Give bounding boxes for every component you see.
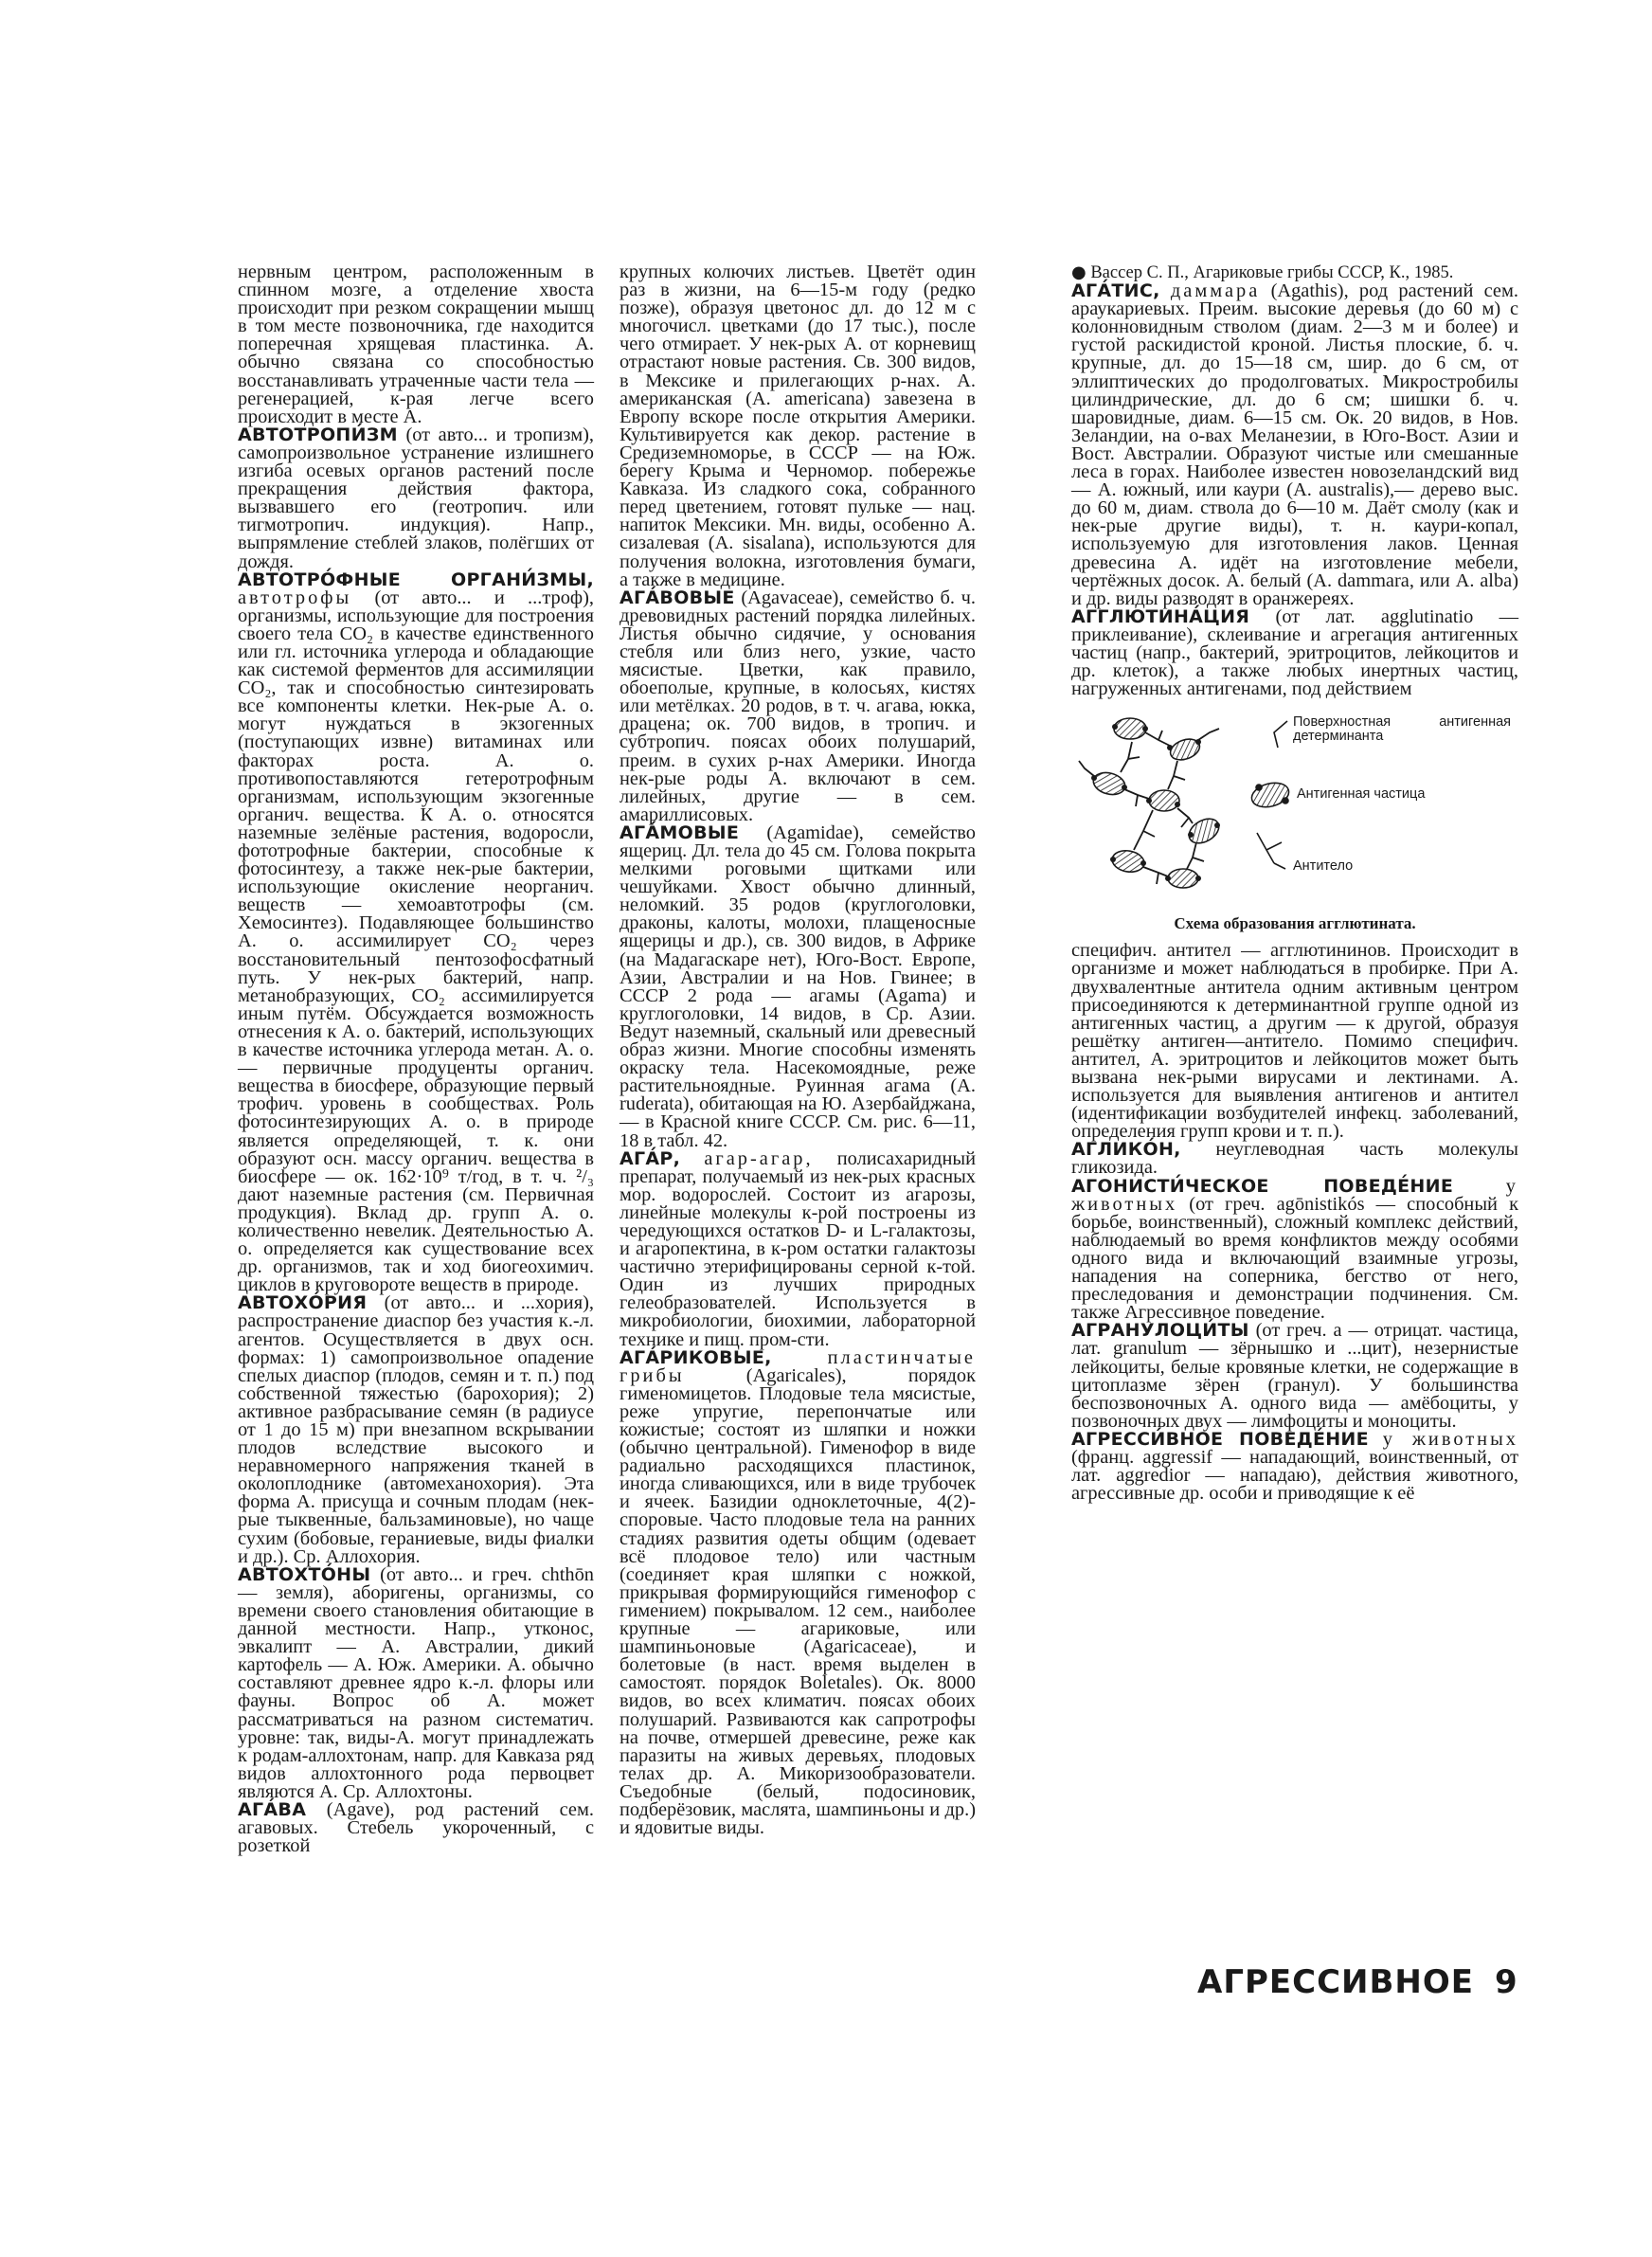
entry-body: (Agaricales), порядок гименомицетов. Плодовые тела мясистые, реже упругие, перепончатые или кожистые; состоят из шляпки и ножки (обычно центральной). Гименофор в виде радиально расходящихся пластинок, иногда сливающихся, или в виде трубочек и ячеек. Базидии одноклеточные, 4(2)-споровые. Часто плодовые тела на ранних стадиях развития одеты общим (одевает всё плодовое тело) или частным (соединяет края шляпки с ножкой, прикрывая формирующийся гименофор с гимением) покрывалом. 12 сем., наиболее крупные — агариковые, или шампиньоновые (Agaricaceae), и болетовые (в наст. время выделен в самостоят. порядок Boletales). Ок. 8000 видов, во всех климатич. поясах обоих полушарий. Развиваются как сапротрофы на почве, отмершей древесине, реже как паразиты на живых деревьях, плодовых телах др. А. Микоризообразователи. Съедобные (белый, подосиновик, подберёзовик, маслята, шампиньоны и др.) и ядовитые виды. — [620, 1364, 976, 1839]
spaced-synonym: у животных — [1071, 1175, 1518, 1215]
column-3 — [1071, 263, 1518, 1503]
antigen-particle — [1114, 718, 1146, 739]
legend-antigen-particle — [1249, 779, 1292, 811]
spaced-synonym: пластинчатые грибы — [620, 1346, 976, 1386]
entry-body: (франц. aggressif — нападающий, воинственный, от лат. aggredior — нападаю), действия животного, агрессивные др. особи и приводящие к её — [1071, 1446, 1518, 1505]
column-1 — [238, 263, 594, 1855]
antibody — [1145, 731, 1170, 746]
entry-body: (от авто... и греч. chthōn — земля), аборигены, организмы, со времени своего становления обитающие в данной местности. Напр., утконос, эвкалипт — А. Австралии, дикий картофель — А. Юж. Америки. А. обычно составляют древнее ядро к.-л. флоры или фауны. Вопрос об А. может рассматриваться на разном систематич. уровне: так, виды-А. могут принадлежать к родам-аллохтонам, напр. для Кавказа ряд видов аллохтонного рода первоцвет являются А. Ср. Аллохтоны. — [238, 1563, 594, 1802]
entry-avtotropizm — [238, 426, 594, 571]
antigen-particle — [1168, 869, 1198, 888]
headword: АГГЛЮТИНА́ЦИЯ — [1071, 605, 1250, 627]
entry-body: (от авто... и ...хория), распространение диаспор без участия к.-л. агентов. Осуществляется в двух осн. формах: 1) самопроизвольное опадение спелых диаспор (плодов, семян и т. п.) под собственной тяжестью (барохория); 2) активное разбрасывание семян (в радиусе от 1 до 15 м) при внезапном вскрывании плодов вследствие высокого и неравномерного напряжения тканей в околоплоднике (автомеханохория). Эта форма А. присуща и сочным плодам (нек-рые тыквенные, бальзаминовые), но чаще сухим (бобовые, гераниевые, виды фиалки и др.). Ср. Аллохория. — [238, 1292, 594, 1567]
column-2 — [620, 263, 976, 1837]
entry-body: (Agamidae), семейство ящериц. Дл. тела до 45 см. Голова покрыта мелкими роговыми щитками или чешуйками. Хвост обычно длинный, неломкий. 35 родов (круглоголовки, драконы, калоты, молохи, плащеносные ящерицы и др.), св. 300 видов, в Африке (на Мадагаскаре нет), Юго-Вост. Европе, Азии, Австралии и на Нов. Гвинее; в СССР 2 рода — агамы (Agama) и круглоголовки, 14 видов, в Ср. Азии. Ведут наземный, скальный или древесный образ жизни. Многие способны изменять окраску тела. Насекомоядные, реже растительноядные. Руинная агама (A. ruderata), обитающая на Ю. Азербайджана,— в Красной книге СССР. См. рис. 6—11, 18 в табл. 42. — [620, 822, 976, 1151]
antibody — [1198, 729, 1219, 740]
label-surface-determinant: Поверхностная антигенная детерминанта — [1293, 714, 1511, 745]
antigen-particle — [1110, 848, 1145, 875]
entry-body: (Agavaceae), семейство б. ч. древовидных растений порядка лилейных. Листья обычно сидячие, у основания стебля или близ него, узкие, часто мясистые. Цветки, как правило, обоеполые, крупные, в колосьях, кистях или метёлках. 20 родов, в т. ч. агава, юкка, драцена; ок. 700 видов, в тропич. и субтропич. поясах обоих полушарий, преим. в сухих р-нах Америки. Иногда нек-рые роды А. включают в сем. лилейных, другие — в сем. амариллисовых. — [620, 587, 976, 825]
running-head-word: АГРЕССИВНОЕ — [1197, 1963, 1474, 2001]
headword: АГОНИСТИ́ЧЕСКОЕ ПОВЕДЕ́НИЕ — [1071, 1175, 1454, 1197]
spaced-synonym: агар-агар, — [704, 1147, 814, 1169]
entry-body: (от греч. agōnistikós — способный к борьбе, воинственный), сложный комплекс действий, наблюдаемый во время конфликтов между особями одного вида и включающий взаимные угрозы, нападения на соперника, бегство от него, преследования и демонстрации подчинения. См. также Агрессивное поведение. — [1071, 1193, 1518, 1324]
headword: АВТОХТО́НЫ — [238, 1563, 371, 1585]
headword: АГА́ВА — [238, 1798, 307, 1820]
label-antigen-particle: Антигенная частица — [1297, 786, 1426, 803]
headword: АГА́ТИС, — [1071, 280, 1160, 302]
antibody — [1079, 761, 1094, 776]
headword: АВТОХО́РИЯ — [238, 1292, 368, 1314]
entry-agonisticheskoe-povedenie — [1071, 1175, 1518, 1324]
headword: АГА́МОВЫЕ — [620, 822, 740, 843]
antibody — [1168, 761, 1185, 789]
entry-body: полисахаридный препарат, получаемый из нек-рых красных мор. водорослей. Состоит из агарозы, линейные молекулы к-рой построены из чередующихся остатков D- и L-галактозы, и агаропектина, в к-ром остатки галактозы частично этерифицированы серной к-той. Один из лучших природных гелеобразователей. Используется в микробиологии, биохимии, лабораторной технике и пищ. пром-сти. — [620, 1147, 976, 1350]
headword: АГА́Р, — [620, 1147, 681, 1169]
entry-body: (от авто... и тропизм), самопроизвольное устранение излишнего изгиба осевых органов растений после прекращения действия фактора, вызвавшего его (геотропич. или тигмотропич. индукция). Напр., выпрямление стеблей злаков, полёгших от дождя. — [238, 424, 594, 572]
entry-agavovye — [620, 589, 976, 824]
entry-agatis — [1071, 282, 1518, 608]
figure-caption: Схема образования агглютината. — [1174, 914, 1416, 933]
entry-avtohtony — [238, 1563, 594, 1802]
entry-agranulocity — [1071, 1322, 1518, 1431]
entry-agglyutinaciya — [1071, 605, 1518, 700]
entry-agarikovye — [620, 1346, 976, 1839]
entry-body: (Agathis), род растений сем. араукариевых. Преим. высокие деревья (до 60 м) с колонновидным стволом (диам. 2—3 м и более) и густой раскидистой кроной. Листья плоские, б. ч. крупные, дл. до 15—18 см, шир. до 6 см, от эллиптических до продолговатых. Микростробилы цилиндрические, дл. до 6 см; шишки б. ч. шаровидные, диам. 6—15 см. Ок. 20 видов, в Нов. Зеландии, на о-вах Меланезии, в Юго-Вост. Азии и Вост. Австралии. Образуют чистые или смешанные леса в горах. Наиболее известен новозеландский вид — А. южный, или каури (A. australis),— дерево выс. до 60 м, диам. ствола до 6—10 м. Даёт смолу (как и нек-рые другие виды), т. н. каури-копал, используемую для изготовления лаков. Ценная древесина А. идёт на изготовление мебели, чертёжных досок. А. белый (A. dammara, или A. alba) и др. виды разводят в оранжереях. — [1071, 280, 1518, 609]
entry-avtotrofnye-organizmy — [238, 571, 594, 1295]
headword: АГЛИКО́Н, — [1071, 1139, 1181, 1161]
antibody — [1134, 810, 1155, 850]
headword: АГА́РИКОВЫЕ, — [620, 1346, 772, 1368]
headword: АГРЕССИ́ВНОЕ ПОВЕДЕ́НИЕ — [1071, 1428, 1369, 1450]
antigen-particle-cluster — [1091, 718, 1223, 888]
legend-graphics — [1249, 721, 1292, 869]
antibody — [1121, 742, 1140, 772]
antibody — [1143, 867, 1168, 884]
entry-agar — [620, 1147, 976, 1350]
antibody — [1177, 808, 1193, 827]
spaced-synonym: у животных — [1382, 1428, 1518, 1450]
antibody — [1124, 789, 1149, 806]
label-antibody: Антитело — [1293, 858, 1354, 875]
antigen-particle — [1091, 769, 1128, 798]
entry-body: (от авто... и ...троф), организмы, использующие для построения своего тела CO₂ в качестве единственного или гл. источника углерода и обладающие как системой ферментов для ассимиляции CO₂, так и способностью синтезировать все компоненты клетки. Нек-рые А. о. могут нуждаться в экзогенных (поступающих извне) витаминах или факторах роста. А. о. противопоставляются гетеротрофным организмам, использующим экзогенные органич. вещества. К А. о. относятся наземные зелёные растения, водоросли, фототрофные бактерии, способные к фотосинтезу, а также нек-рые бактерии, использующие окисление неорганич. веществ — хемоавтотрофы (см. Хемосинтез). Подавляющее большинство А. о. ассимилирует CO₂ через восстановительный пентозофосфатный путь. У нек-рых бактерий, напр. метанобразующих, CO₂ ассимилируется иным путём. Обсуждается возможность отнесения к А. о. бактерий, использующих в качестве источника углерода метан. А. о.— первичные продуценты органич. вещества в биосфере, образующие первый трофич. уровень в сообществах. Роль фотосинтезирующих А. о. в природе является определяющей, т. к. они образуют осн. массу органич. вещества в биосфере — ок. 162·10⁹ т/год, в т. ч. ²/₃ дают наземные растения (см. Первичная продукция). Вклад др. групп А. о. количественно невелик. Деятельностью А. о. определяется как существование всех др. организмов, так и ход биогеохимич. циклов в круговороте веществ в природе. — [238, 587, 594, 1296]
headword: АГРАНУЛОЦИ́ТЫ — [1071, 1320, 1249, 1342]
determinant-pointer — [1274, 721, 1287, 748]
entry-aglikon — [1071, 1141, 1518, 1177]
entry-continuation — [1071, 942, 1518, 1141]
entry-body: (Agave), род растений сем. агавовых. Стебель укороченный, с розеткой — [238, 1798, 594, 1857]
headword: АГА́ВОВЫЕ — [620, 587, 735, 608]
entry-agava — [238, 1798, 594, 1857]
entry-body: нервным центром, расположенным в спинном мозге, а отделение хвоста происходит при резком сокращении мышц в том месте позвоночника, где находится поперечная хрящевая пластинка. А. обычно связана со способностью восстанавливать утраченные части тела — регенерацией, к-рая легче всего происходит в месте А. — [238, 262, 594, 427]
bullet-icon: ● — [1071, 262, 1086, 282]
headword: АВТОТРОПИ́ЗМ — [238, 424, 398, 445]
literature-text: Вассер С. П., Агариковые грибы СССР, К., 1985. — [1090, 263, 1454, 282]
spaced-synonym: даммара — [1170, 280, 1261, 302]
entry-avtohoriya — [238, 1294, 594, 1565]
page-number: 9 — [1494, 1963, 1518, 2001]
spaced-synonym: автотрофы — [238, 587, 352, 608]
entry-body: крупных колючих листьев. Цветёт один раз в жизни, на 6—15-м году (редко позже), образуя цветонос дл. до 12 м с многочисл. цветками (до 17 тыс.), после чего отмирает. У нек-рых А. от корневищ отрастают новые растения. Св. 300 видов, в Мексике и прилегающих р-нах. А. американская (A. americana) завезена в Европу вскоре после открытия Америки. Культивируется как декор. растение в Средиземноморье, в СССР — на Юж. берегу Крыма и Черномор. побережье Кавказа. Из сладкого сока, собранного перед цветением, готовят пульке — нац. напиток Мексики. Мн. виды, особенно А. сизалевая (A. sisalana), используются для получения волокна, изготовления бумаги, а также в медицине. — [620, 262, 976, 590]
entry-agressivnoe-povedenie — [1071, 1428, 1518, 1505]
running-head — [1197, 1963, 1518, 2001]
entry-body: неуглеводная часть молекулы гликозида. — [1071, 1139, 1518, 1179]
entry-continuation — [620, 263, 976, 589]
entry-body: специфич. антител — агглютининов. Происходит в организме и может наблюдаться в пробирке. При А. двухвалентные антитела одним активным центром присоединяются к детерминантной группе одной из антигенных частиц, а другим — к другой, образуя решётку антиген—антитело. Помимо специфич. антител, А. эритроцитов и лейкоцитов может быть вызвана нек-рыми вирусами и лектинами. А. используется для выявления антигенов и антител (идентификации возбудителей инфекц. заболеваний, определения групп крови и т. п.). — [1071, 940, 1518, 1143]
antigen-particle — [1149, 790, 1179, 811]
antibody — [1187, 842, 1204, 869]
entry-agamovye — [620, 824, 976, 1150]
entry-continuation — [238, 263, 594, 426]
legend-antibody — [1257, 833, 1285, 869]
entry-body: (от лат. agglutinatio — приклеивание), склеивание и агрегация антигенных частиц (напр., бактерий, эритроцитов, лейкоцитов и др. клеток), а также любых инертных частиц, нагруженных антигенами, под действием — [1071, 605, 1518, 700]
agglutination-figure — [1071, 710, 1518, 909]
entry-body: (от греч. а — отрицат. частица, лат. granulum — зёрнышко и ...цит), незернистые лейкоциты, белые кровяные клетки, не содержащие в цитоплазме зёрен (гранул). У большинства беспозвоночных А. одного вида — амёбоциты, у позвоночных двух — лимфоциты и моноциты. — [1071, 1320, 1518, 1432]
headword: АВТОТРО́ФНЫЕ ОРГАНИ́ЗМЫ, — [238, 569, 594, 590]
